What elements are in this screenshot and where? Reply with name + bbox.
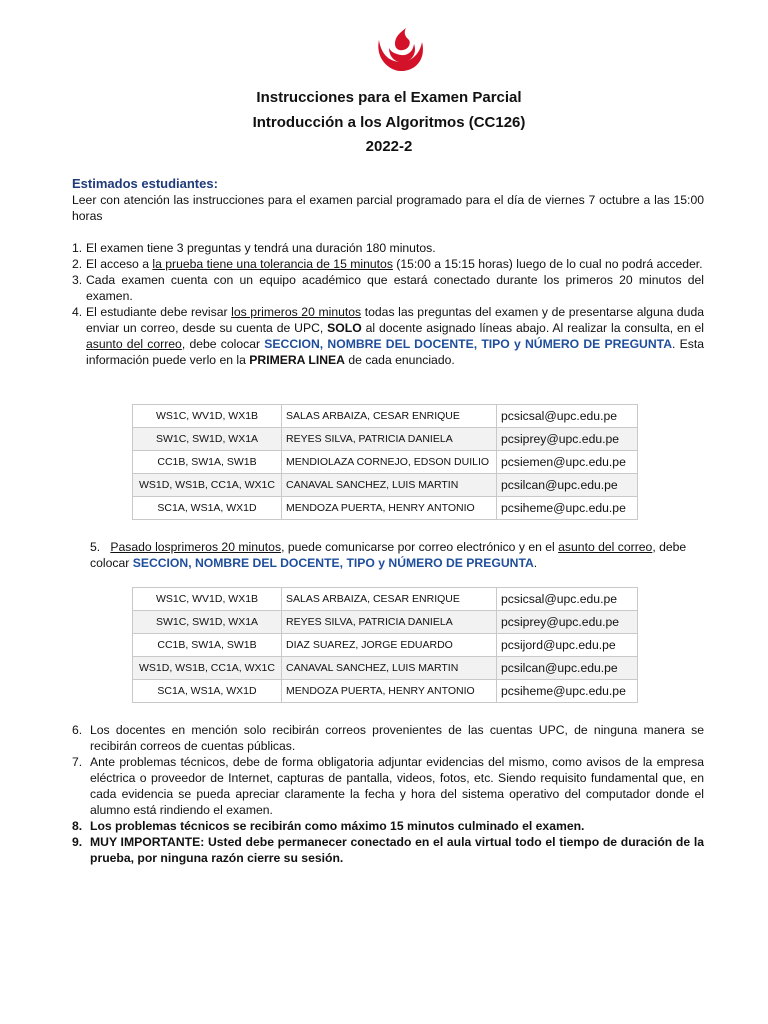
document-title-block: [0, 86, 768, 160]
teacher-cell: DIAZ SUAREZ, JORGE EDUARDO: [282, 634, 497, 657]
instruction-item-6: 6. Los docentes en mención solo recibirán correos provenientes de las cuentas UPC, de ninguna manera se recibirán correos de cuentas públicas.: [72, 723, 704, 753]
table-row: [133, 428, 638, 451]
instruction-list-part2: [72, 722, 704, 866]
teacher-cell: MENDOZA PUERTA, HENRY ANTONIO: [282, 680, 497, 703]
course-title: Introducción a los Algoritmos (CC126): [252, 113, 526, 131]
greeting-heading: Estimados estudiantes:: [72, 176, 218, 191]
table-row: [133, 657, 638, 680]
email-link[interactable]: pcsiemen@upc.edu.pe: [497, 451, 638, 474]
table-row: [133, 634, 638, 657]
section-cell: WS1C, WV1D, WX1B: [133, 588, 282, 611]
teacher-cell: SALAS ARBAIZA, CESAR ENRIQUE: [282, 588, 497, 611]
email-link[interactable]: pcsiheme@upc.edu.pe: [497, 497, 638, 520]
teacher-cell: CANAVAL SANCHEZ, LUIS MARTIN: [282, 657, 497, 680]
table-row: [133, 474, 638, 497]
instruction-item-3: 3. Cada examen cuenta con un equipo académico que estará conectado durante los primeros 20 minutos del examen.: [72, 273, 704, 303]
email-link[interactable]: pcsiprey@upc.edu.pe: [497, 611, 638, 634]
contacts-table-1: [132, 404, 638, 520]
table-row: [133, 405, 638, 428]
section-cell: SW1C, SW1D, WX1A: [133, 428, 282, 451]
table-row: [133, 497, 638, 520]
instruction-item-4: 4. El estudiante debe revisar los primeros 20 minutos todas las preguntas del examen y de presentarse alguna duda enviar un correo, desde su cuenta de UPC, SOLO al docente asignado líneas abajo. Al realizar la consulta, en el asunto del correo, debe colocar SECCION, NOMBRE DEL DOCENTE, TIPO y NÚMERO DE PREGUNTA. Esta información puede verlo en la PRIMERA LINEA de cada enunciado.: [72, 305, 705, 367]
term-label: 2022-2: [365, 138, 413, 155]
email-link[interactable]: pcsijord@upc.edu.pe: [497, 634, 638, 657]
email-link[interactable]: pcsicsal@upc.edu.pe: [497, 405, 638, 428]
instruction-item-8: 8. Los problemas técnicos se recibirán como máximo 15 minutos culminado el examen.: [72, 819, 585, 833]
section-cell: CC1B, SW1A, SW1B: [133, 634, 282, 657]
section-cell: WS1D, WS1B, CC1A, WX1C: [133, 474, 282, 497]
instruction-item-7: 7. Ante problemas técnicos, debe de forma obligatoria adjuntar evidencias del mismo, como avisos de la empresa eléctrica o proveedor de Internet, capturas de pantalla, videos, fotos, etc. Siendo requisito fundamental que, en cada evidencia se pueda apreciar claramente la fecha y hora del sistema operativo del computador donde el alumno está rindiendo el examen.: [72, 755, 704, 817]
teacher-cell: MENDIOLAZA CORNEJO, EDSON DUILIO: [282, 451, 497, 474]
intro-paragraph: Leer con atención las instrucciones para el examen parcial programado para el día de viernes 7 octubre a las 15:00 horas: [72, 193, 704, 223]
teacher-cell: REYES SILVA, PATRICIA DANIELA: [282, 428, 497, 451]
instruction-item-5: 5. Pasado losprimeros 20 minutos, puede comunicarse por correo electrónico y en el asunto del correo, debe colocar SECCION, NOMBRE DEL DOCENTE, TIPO y NÚMERO DE PREGUNTA.: [90, 540, 687, 570]
table-row: [133, 680, 638, 703]
email-link[interactable]: pcsilcan@upc.edu.pe: [497, 474, 638, 497]
contacts-table-2: [132, 587, 638, 703]
table-row: [133, 611, 638, 634]
instruction-item-1: 1. El examen tiene 3 preguntas y tendrá una duración 180 minutos.: [72, 241, 436, 255]
email-link[interactable]: pcsiheme@upc.edu.pe: [497, 680, 638, 703]
teacher-cell: REYES SILVA, PATRICIA DANIELA: [282, 611, 497, 634]
instruction-list-part1: [72, 240, 704, 368]
instruction-item-9: 9. MUY IMPORTANTE: Usted debe permanecer conectado en el aula virtual todo el tiempo de duración de la prueba, por ninguna razón cierre su sesión.: [72, 835, 704, 865]
section-cell: CC1B, SW1A, SW1B: [133, 451, 282, 474]
email-link[interactable]: pcsiprey@upc.edu.pe: [497, 428, 638, 451]
table-row: [133, 451, 638, 474]
table-row: [133, 588, 638, 611]
email-link[interactable]: pcsilcan@upc.edu.pe: [497, 657, 638, 680]
teacher-cell: MENDOZA PUERTA, HENRY ANTONIO: [282, 497, 497, 520]
section-cell: SC1A, WS1A, WX1D: [133, 680, 282, 703]
section-cell: SW1C, SW1D, WX1A: [133, 611, 282, 634]
document-title: Instrucciones para el Examen Parcial: [256, 89, 522, 106]
teacher-cell: CANAVAL SANCHEZ, LUIS MARTIN: [282, 474, 497, 497]
email-link[interactable]: pcsicsal@upc.edu.pe: [497, 588, 638, 611]
section-cell: WS1D, WS1B, CC1A, WX1C: [133, 657, 282, 680]
instruction-item-2: 2. El acceso a la prueba tiene una tolerancia de 15 minutos (15:00 a 15:15 horas) luego de lo cual no podrá acceder.: [72, 257, 703, 271]
section-cell: WS1C, WV1D, WX1B: [133, 405, 282, 428]
section-cell: SC1A, WS1A, WX1D: [133, 497, 282, 520]
teacher-cell: SALAS ARBAIZA, CESAR ENRIQUE: [282, 405, 497, 428]
upc-flame-logo-icon: [373, 24, 427, 74]
